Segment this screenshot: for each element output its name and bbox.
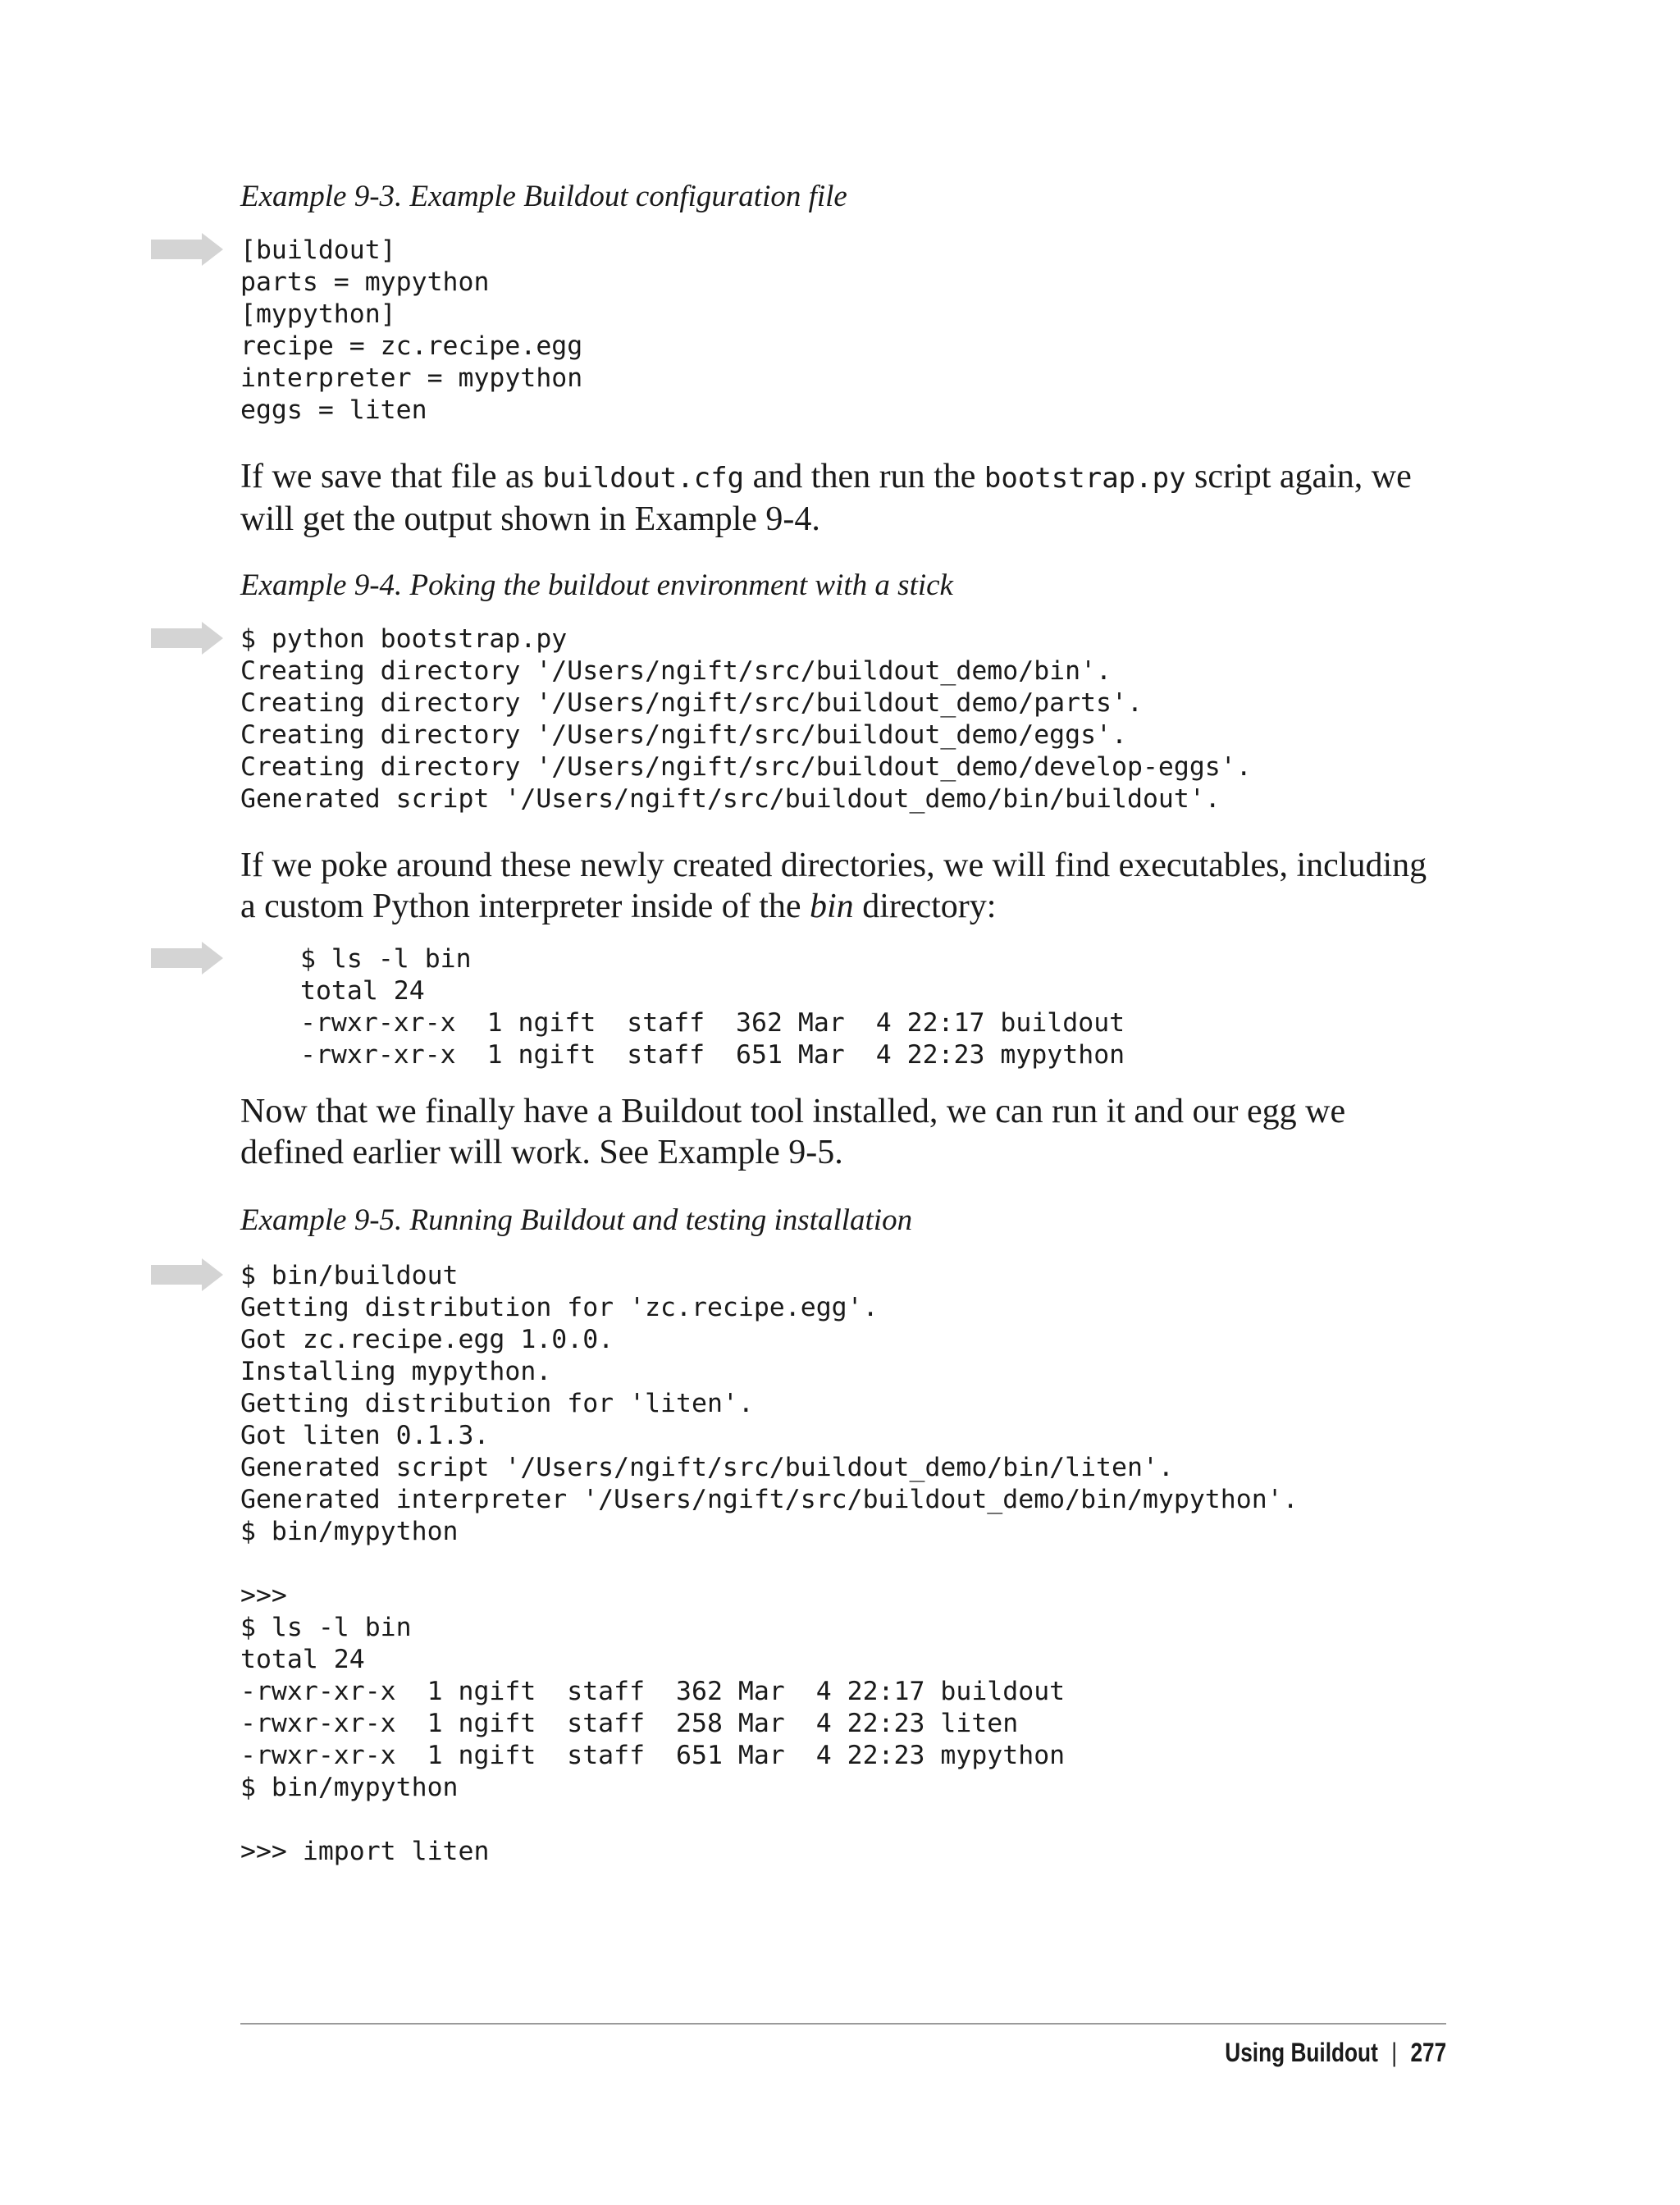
paragraph-text: directory:: [853, 888, 997, 925]
paragraph-text: If we poke around these newly created directories, we will find executables, including a custom Python interpreter inside of the: [240, 847, 1427, 925]
emphasis-directory: bin: [810, 888, 854, 925]
example-9-5-caption: Example 9-5. Running Buildout and testing installation: [240, 1203, 913, 1237]
example-9-5-code: $ bin/buildout Getting distribution for 'zc.recipe.egg'. Got zc.recipe.egg 1.0.0. Installing mypython. Getting distribution for 'liten'. Got liten 0.1.3. Generated script '/Users/ngift/src/buildout_demo/bin/liten'. Generated interpreter '/Users/ngift/src/buildout_demo/bin/mypython'. $ bin/mypython >>> $ ls -l bin total 24 -rwxr-xr-x 1 ngift staff 362 Mar 4 22:17 buildout -rwxr-xr-x 1 ngift staff 258 Mar 4 22:23 liten -rwxr-xr-x 1 ngift staff 651 Mar 4 22:23 mypython $ bin/mypython >>> import liten: [240, 1261, 1299, 1866]
paragraph-text: and then run the: [744, 458, 984, 495]
inline-code-script: bootstrap.py: [984, 462, 1186, 495]
body-paragraph-2: [240, 845, 1446, 927]
example-9-4-code: $ python bootstrap.py Creating directory '/Users/ngift/src/buildout_demo/bin'. Creating directory '/Users/ngift/src/buildout_demo/parts'. Creating directory '/Users/ngift/src/buildout_demo/eggs'. Creating directory '/Users/ngift/src/buildout_demo/develop-eggs'. Generated script '/Users/ngift/src/buildout_demo/bin/buildout'.: [240, 624, 1252, 814]
footer-separator: |: [1391, 2038, 1397, 2067]
inline-code-filename: buildout.cfg: [542, 462, 745, 495]
page-number: 277: [1410, 2038, 1446, 2067]
paragraph-text: script again, we will get the output shown in Example 9-4.: [240, 458, 1412, 538]
arrow-icon: [151, 233, 223, 266]
ls-bin-code: $ ls -l bin total 24 -rwxr-xr-x 1 ngift staff 362 Mar 4 22:17 buildout -rwxr-xr-x 1 ngift staff 651 Mar 4 22:23 mypython: [300, 944, 1125, 1070]
arrow-icon: [151, 942, 223, 975]
arrow-icon: [151, 1258, 223, 1291]
example-9-3-caption: Example 9-3. Example Buildout configuration file: [240, 180, 847, 213]
body-paragraph-1: [240, 456, 1446, 540]
example-9-3-code: [buildout] parts = mypython [mypython] recipe = zc.recipe.egg interpreter = mypython eggs = liten: [240, 235, 583, 425]
example-9-4-caption: Example 9-4. Poking the buildout environment with a stick: [240, 568, 953, 602]
footer-rule: [240, 2023, 1446, 2025]
paragraph-text: Now that we finally have a Buildout tool installed, we can run it and our egg we defined earlier will work. See Example 9-5.: [240, 1093, 1346, 1171]
page-footer: [1225, 2036, 1446, 2069]
footer-section-title: Using Buildout: [1225, 2038, 1378, 2067]
arrow-icon: [151, 622, 223, 655]
body-paragraph-3: [240, 1091, 1446, 1173]
paragraph-text: If we save that file as: [240, 458, 543, 495]
